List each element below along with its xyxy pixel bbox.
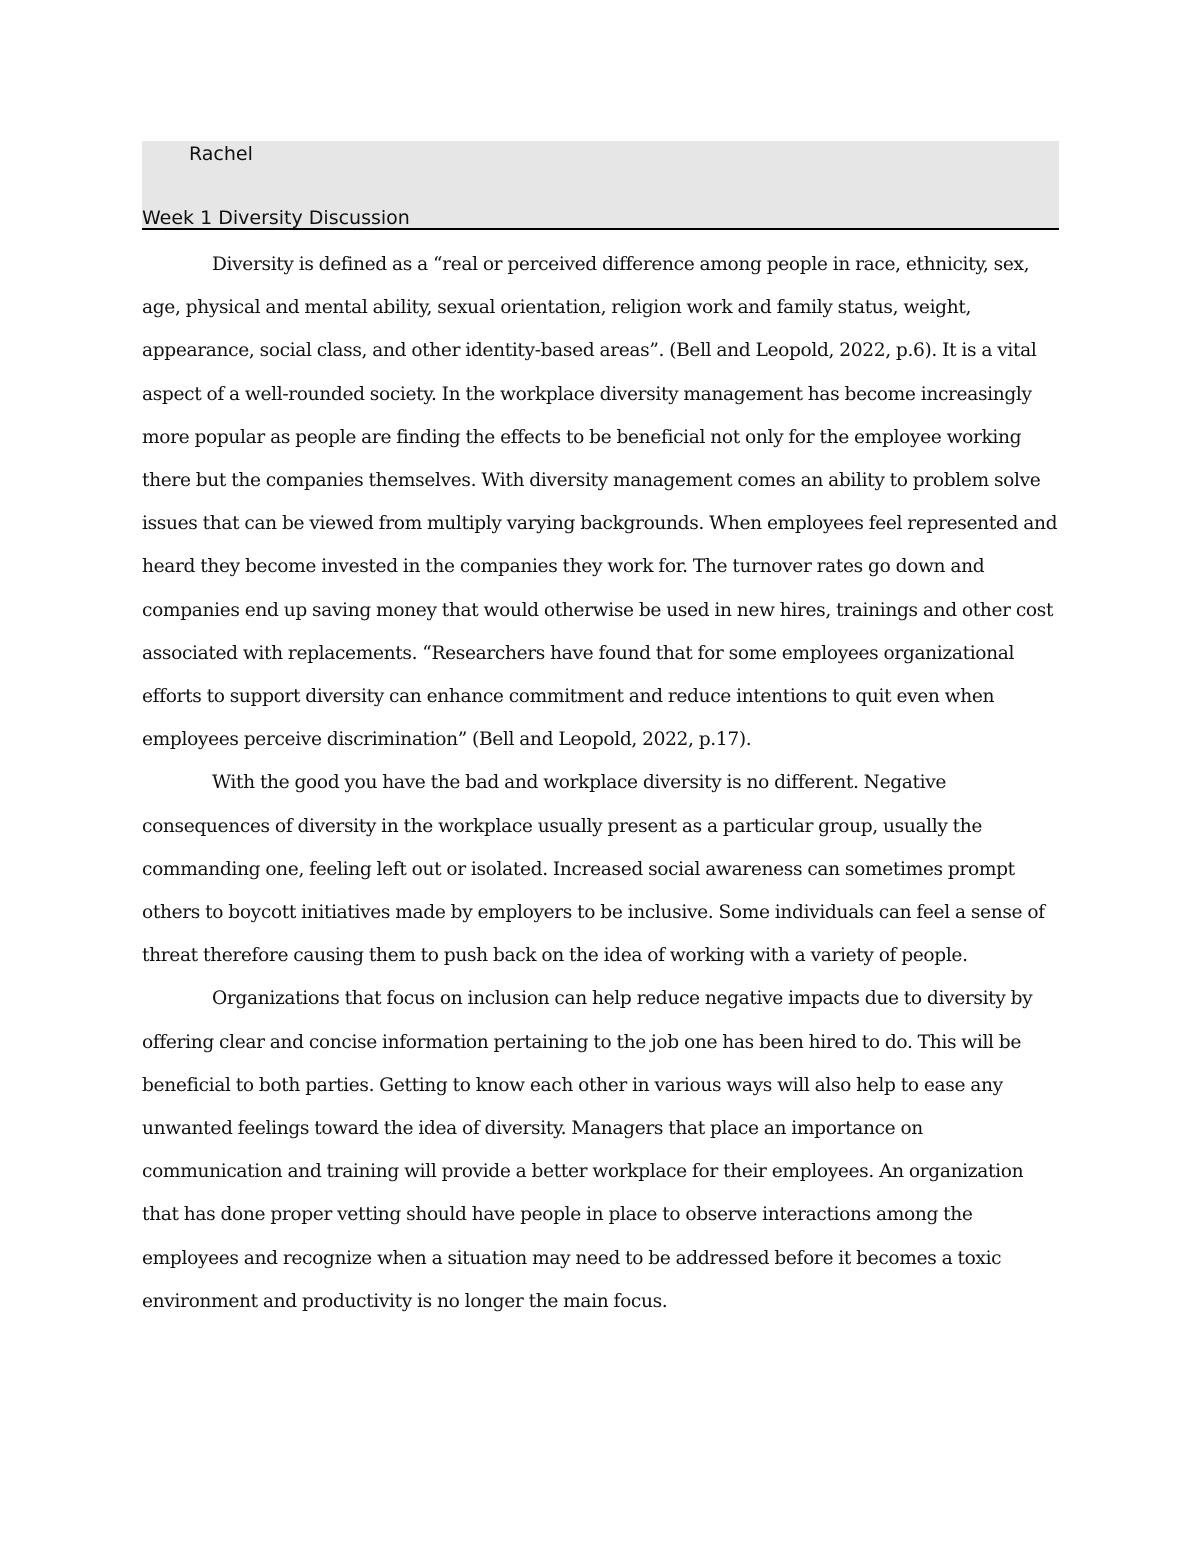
paragraph: Diversity is defined as a “real or perceived difference among people in race, ethnicity, sex, age, physical and mental ability, sexual orientation, religion work and family status, weight, appearance, social class, and other identity-based areas”. (Bell and Leopold, 2022, p.6). It is a vital aspect of a well-rounded society. In the workplace diversity management has become increasingly more popular as people are finding the effects to be beneficial not only for the employee working there but the companies themselves. With diversity management comes an ability to problem solve issues that can be viewed from multiply varying backgrounds. When employees feel represented and heard they become invested in the companies they work for. The turnover rates go down and companies end up saving money that would otherwise be used in new hires, trainings and other cost associated with replacements. “Researchers have found that for some employees organizational efforts to support diversity can enhance commitment and reduce intentions to quit even when employees perceive discrimination” (Bell and Leopold, 2022, p.17). (142, 254, 1058, 751)
document-title: Week 1 Diversity Discussion (142, 207, 410, 229)
paragraph: With the good you have the bad and workplace diversity is no different. Negative consequences of diversity in the workplace usually present as a particular group, usually the commanding one, feeling left out or isolated. Increased social awareness can sometimes prompt others to boycott initiatives made by employers to be inclusive. Some individuals can feel a sense of threat therefore causing them to push back on the idea of working with a variety of people. (142, 772, 1045, 967)
document-body (142, 243, 1059, 1323)
header-block (142, 141, 1059, 230)
author-name: Rachel (189, 143, 253, 165)
paragraph: Organizations that focus on inclusion can help reduce negative impacts due to diversity by offering clear and concise information pertaining to the job one has been hired to do. This will be beneficial to both parties. Getting to know each other in various ways will also help to ease any unwanted feelings toward the idea of diversity. Managers that place an importance on communication and training will provide a better workplace for their employees. An organization that has done proper vetting should have people in place to observe interactions among the employees and recognize when a situation may need to be addressed before it becomes a toxic environment and productivity is no longer the main focus. (142, 988, 1033, 1312)
